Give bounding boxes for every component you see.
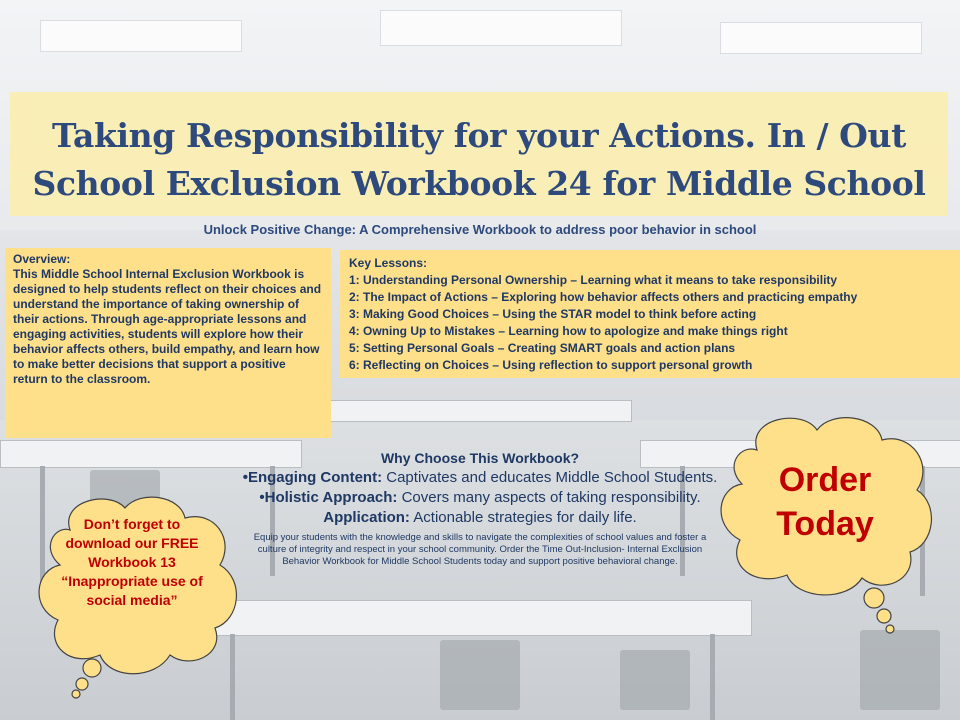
overview-body: This Middle School Internal Exclusion Workbook is designed to help students reflect on their choices and understand the importance of taking ownership of their actions. Through age-appropriate lessons and engaging activities, students will explore how their behavior affects others, build empathy, and learn how to make better decisions that support a positive return to the classroom.	[13, 267, 322, 386]
free-workbook-text: Don’t forget to download our FREE Workbook 13 “Inappropriate use of social media”	[61, 516, 203, 608]
overview-box	[5, 248, 331, 438]
chair	[860, 630, 940, 710]
ceiling-light	[40, 20, 242, 52]
lesson-item: 4: Owning Up to Mistakes – Learning how to apologize and make things right	[349, 324, 788, 338]
desk	[330, 400, 632, 422]
promo-blurb: Equip your students with the knowledge and skills to navigate the complexities of school values and foster a culture of integrity and respect in your school community. Order the Time Out-Inclusion- Internal Exclusion Behavior Workbook for Middle School Students today and support positive behavioral change.	[253, 532, 707, 567]
lesson-item: 3: Making Good Choices – Using the STAR model to think before acting	[349, 307, 757, 321]
lesson-item: 1: Understanding Personal Ownership – Learning what it means to take responsibility	[349, 273, 838, 287]
lesson-item: 6: Reflecting on Choices – Using reflection to support personal growth	[349, 358, 753, 372]
why-heading: Why Choose This Workbook?	[380, 450, 580, 466]
subtitle: Unlock Positive Change: A Comprehensive Workbook to address poor behavior in school	[203, 222, 757, 237]
lessons-heading: Key Lessons:	[349, 256, 428, 270]
feature-text: Actionable strategies for daily life.	[409, 509, 637, 526]
why-choose-section	[225, 450, 735, 568]
feature-text: Captivates and educates Middle School Students.	[382, 469, 718, 486]
feature-label: •Engaging Content:	[242, 469, 383, 486]
page-title: Taking Responsibility for your Actions. In / Out School Exclusion Workbook 24 for Middle School	[32, 116, 926, 203]
feature-item	[225, 508, 735, 528]
feature-item	[225, 468, 735, 488]
ceiling-light	[720, 22, 922, 54]
chair	[440, 640, 520, 710]
lesson-item: 2: The Impact of Actions – Exploring how behavior affects others and practicing empathy	[349, 290, 858, 304]
key-lessons-box	[340, 250, 960, 378]
feature-text: Covers many aspects of taking responsibility.	[397, 489, 701, 506]
feature-label: Application:	[323, 509, 410, 526]
lesson-item: 5: Setting Personal Goals – Creating SMART goals and action plans	[349, 341, 736, 355]
order-today-text[interactable]: Order Today	[776, 461, 874, 543]
feature-label: •Holistic Approach:	[259, 489, 398, 506]
desk-leg	[710, 634, 715, 720]
desk	[190, 600, 752, 636]
feature-item	[225, 488, 735, 508]
ceiling-light	[380, 10, 622, 46]
overview-heading: Overview:	[13, 252, 71, 266]
chair	[620, 650, 690, 710]
